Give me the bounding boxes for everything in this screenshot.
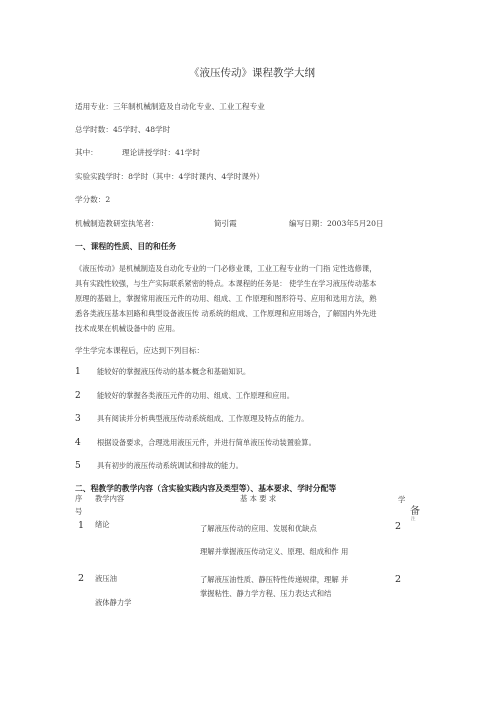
document-title: 《液压传动》课程教学大纲 bbox=[189, 67, 315, 79]
goal-number: 4 bbox=[75, 438, 81, 448]
table-header-remark-small: 注 bbox=[411, 517, 416, 522]
theory-hours: 理论讲授学时：41学时 bbox=[122, 148, 201, 157]
total-hours: 总学时数：45学时、48学时 bbox=[75, 125, 171, 134]
section-1-heading: 一、课程的性质、目的和任务 bbox=[75, 242, 177, 251]
author-label: 机械制造教研室执笔者： bbox=[75, 219, 159, 228]
table-row-requirement: 了解液压传动的应用、发展和优缺点 bbox=[200, 524, 317, 533]
goal-text: 能较好的掌握各类液压元件的功用、组成、工作原理和应用。 bbox=[97, 391, 295, 400]
goal-number: 3 bbox=[75, 414, 81, 424]
table-header-seq: 序 bbox=[75, 494, 83, 503]
goal-text: 能较好的掌握液压传动的基本概念和基础知识。 bbox=[97, 367, 251, 376]
paragraph-line: 具有实践性较强，与生产实际联系紧密的特点。本课程的任务是： 使学生在学习液压传动基本 bbox=[75, 279, 377, 288]
goal-item bbox=[75, 414, 309, 424]
goal-item bbox=[75, 461, 243, 471]
goal-number: 1 bbox=[75, 367, 81, 377]
table-header-requirement: 基 本 要 求 bbox=[240, 494, 277, 503]
compile-date: 编写日期：2003年5月20日 bbox=[289, 219, 384, 228]
table-row-hours: 2 bbox=[395, 521, 402, 532]
table-header-remark: 备 bbox=[410, 506, 420, 517]
goal-text: 具有初步的液压传动系统调试和排故的能力。 bbox=[97, 461, 243, 470]
goal-number: 2 bbox=[75, 391, 81, 401]
goal-item bbox=[75, 367, 250, 377]
paragraph-line: 原理的基础上，掌握常用液压元件的功用、组成、工 作原理和图形符号、应用和选用方法，熟 bbox=[75, 294, 377, 303]
table-row-hours: 2 bbox=[395, 574, 402, 585]
table-row-number: 1 bbox=[78, 520, 85, 531]
table-row-requirement: 理解并掌握液压传动定义、原理、组成和作 用 bbox=[200, 547, 349, 556]
table-row-requirement: 掌握粘性、静力学方程、压力表达式和结 bbox=[200, 589, 332, 598]
table-row-content: 绪论 bbox=[95, 520, 110, 529]
table-header-content: 教学内容 bbox=[95, 494, 125, 503]
practice-hours: 实验实践学时：8学时（其中：4学时课内、4学时课外） bbox=[75, 172, 265, 181]
goal-item bbox=[75, 438, 316, 448]
table-header-seq-2: 号 bbox=[75, 507, 83, 516]
applicable-major: 适用专业：三年制机械制造及自动化专业、工业工程专业 bbox=[75, 102, 265, 111]
table-row-requirement: 了解液压油性质、静压特性传递规律，理解 并 bbox=[200, 575, 349, 584]
author-name: 简引霞 bbox=[214, 219, 237, 228]
section-2-heading: 二、程教学的教学内容（含实验实践内容及类型等）、基本要求、学时分配等 bbox=[75, 484, 337, 493]
among-label: 其中： bbox=[75, 148, 98, 157]
goal-number: 5 bbox=[75, 461, 81, 471]
paragraph-line: 悉各类液压基本回路和典型设备液压传 动系统的组成、工作原理和应用场合，了解国内外先进 bbox=[75, 309, 377, 318]
goal-item bbox=[75, 391, 294, 401]
paragraph-line: 《液压传动》是机械制造及自动化专业的一门必修业课，工业工程专业的一门指 定性选修课， bbox=[75, 264, 377, 273]
goal-text: 根据设备要求，合理选用液压元件，并进行简单液压传动装置验算。 bbox=[97, 438, 316, 447]
table-row-content-2: 液体静力学 bbox=[95, 598, 132, 607]
goals-intro: 学生学完本课程后，应达到下列目标： bbox=[75, 346, 205, 355]
table-row-content: 液压油 bbox=[95, 574, 117, 583]
section-1-paragraph bbox=[75, 261, 433, 336]
table-header-hours: 学 bbox=[398, 495, 406, 504]
goal-text: 具有阅读并分析典型液压传动系统组成、工作原理及特点的能力。 bbox=[97, 414, 309, 423]
paragraph-line: 技术成果在机械设备中的 应用。 bbox=[75, 324, 180, 333]
table-row-number: 2 bbox=[78, 573, 85, 584]
credits: 学分数：2 bbox=[75, 195, 111, 204]
